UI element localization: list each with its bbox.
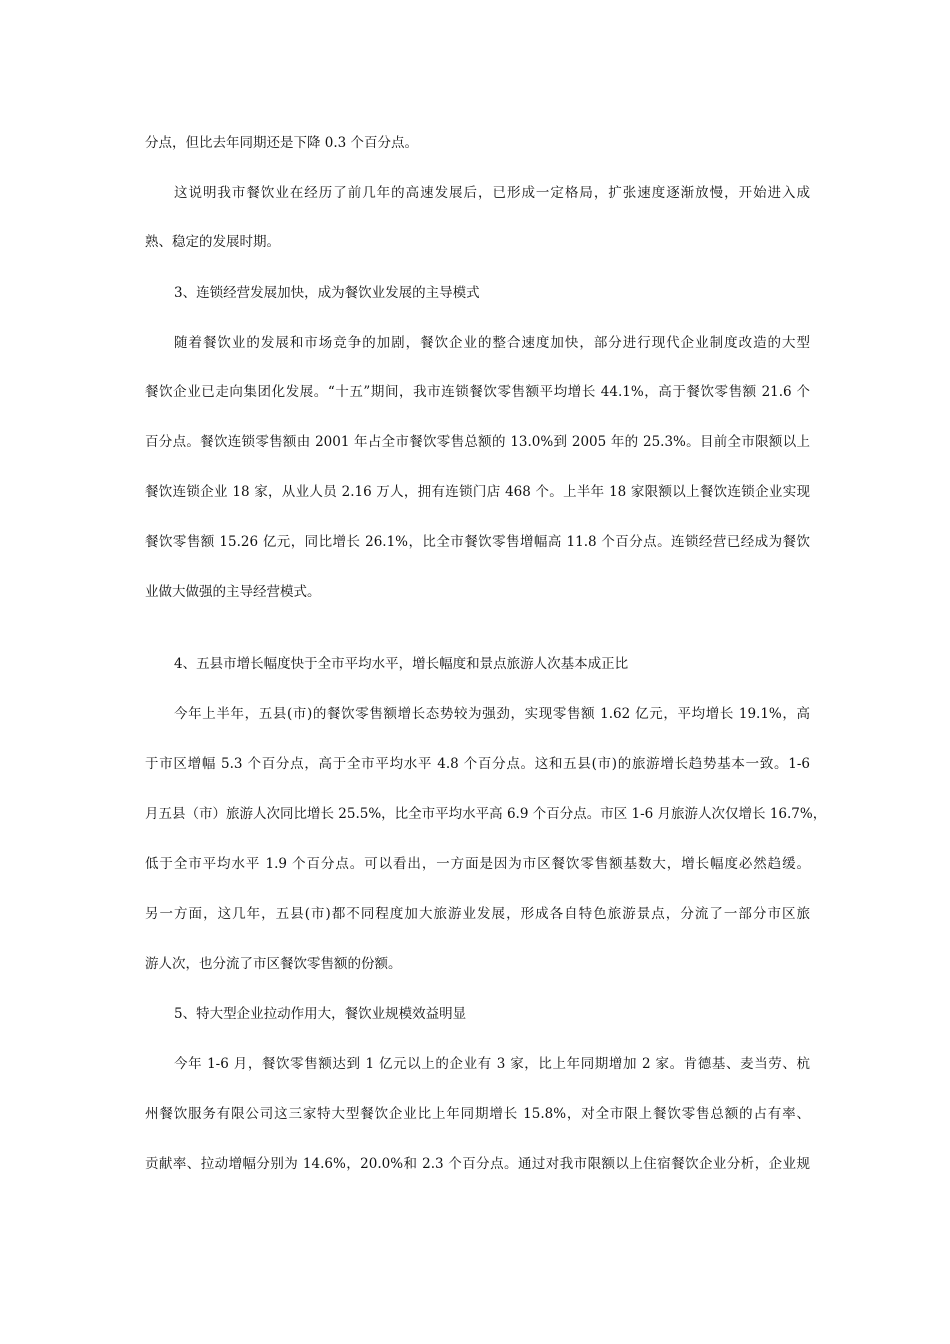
paragraph-line: 游人次，也分流了市区餐饮零售额的份额。: [145, 956, 402, 972]
paragraph-line: 随着餐饮业的发展和市场竞争的加剧，餐饮企业的整合速度加快，部分进行现代企业制度改造的大型: [174, 335, 810, 351]
paragraph-line: 另一方面，这几年，五县(市)都不同程度加大旅游业发展，形成各自特色旅游景点，分流了一部分市区旅: [145, 906, 810, 922]
paragraph-line: 今年上半年，五县(市)的餐饮零售额增长态势较为强劲，实现零售额 1.62 亿元，平均增长 19.1%，高: [174, 706, 810, 722]
paragraph-line: 低于全市平均水平 1.9 个百分点。可以看出，一方面是因为市区餐饮零售额基数大，增长幅度必然趋缓。: [145, 856, 810, 872]
paragraph-line: 这说明我市餐饮业在经历了前几年的高速发展后，已形成一定格局，扩张速度逐渐放慢，开始进入成: [174, 185, 810, 201]
paragraph-line: 分点，但比去年同期还是下降 0.3 个百分点。: [145, 135, 419, 151]
paragraph-line: 熟、稳定的发展时期。: [145, 234, 280, 250]
paragraph-line: 餐饮企业已走向集团化发展。“十五”期间，我市连锁餐饮零售额平均增长 44.1%，高于餐饮零售额 21.6 个: [145, 384, 810, 400]
paragraph-line: 州餐饮服务有限公司这三家特大型餐饮企业比上年同期增长 15.8%，对全市限上餐饮零售总额的占有率、: [145, 1106, 810, 1122]
section-heading: 4、五县市增长幅度快于全市平均水平，增长幅度和景点旅游人次基本成正比: [174, 656, 629, 672]
paragraph-line: 餐饮零售额 15.26 亿元，同比增长 26.1%，比全市餐饮零售增幅高 11.8 个百分点。连锁经营已经成为餐饮: [145, 534, 810, 550]
paragraph-line: 业做大做强的主导经营模式。: [145, 584, 321, 600]
section-heading: 5、特大型企业拉动作用大，餐饮业规模效益明显: [174, 1006, 467, 1022]
paragraph-line: 今年 1-6 月，餐饮零售额达到 1 亿元以上的企业有 3 家，比上年同期增加 2 家。肯德基、麦当劳、杭: [174, 1056, 810, 1072]
paragraph-line: 月五县（市）旅游人次同比增长 25.5%，比全市平均水平高 6.9 个百分点。市区 1-6 月旅游人次仅增长 16.7%，: [145, 806, 827, 822]
paragraph-line: 餐饮连锁企业 18 家，从业人员 2.16 万人，拥有连锁门店 468 个。上半年 18 家限额以上餐饮连锁企业实现: [145, 484, 810, 500]
section-heading: 3、连锁经营发展加快，成为餐饮业发展的主导模式: [174, 285, 480, 301]
paragraph-line: 贡献率、拉动增幅分别为 14.6%，20.0%和 2.3 个百分点。通过对我市限额以上住宿餐饮企业分析，企业规: [145, 1156, 810, 1172]
paragraph-line: 于市区增幅 5.3 个百分点，高于全市平均水平 4.8 个百分点。这和五县(市)的旅游增长趋势基本一致。1-6: [145, 756, 810, 772]
paragraph-line: 百分点。餐饮连锁零售额由 2001 年占全市餐饮零售总额的 13.0%到 2005 年的 25.3%。目前全市限额以上: [145, 434, 810, 450]
